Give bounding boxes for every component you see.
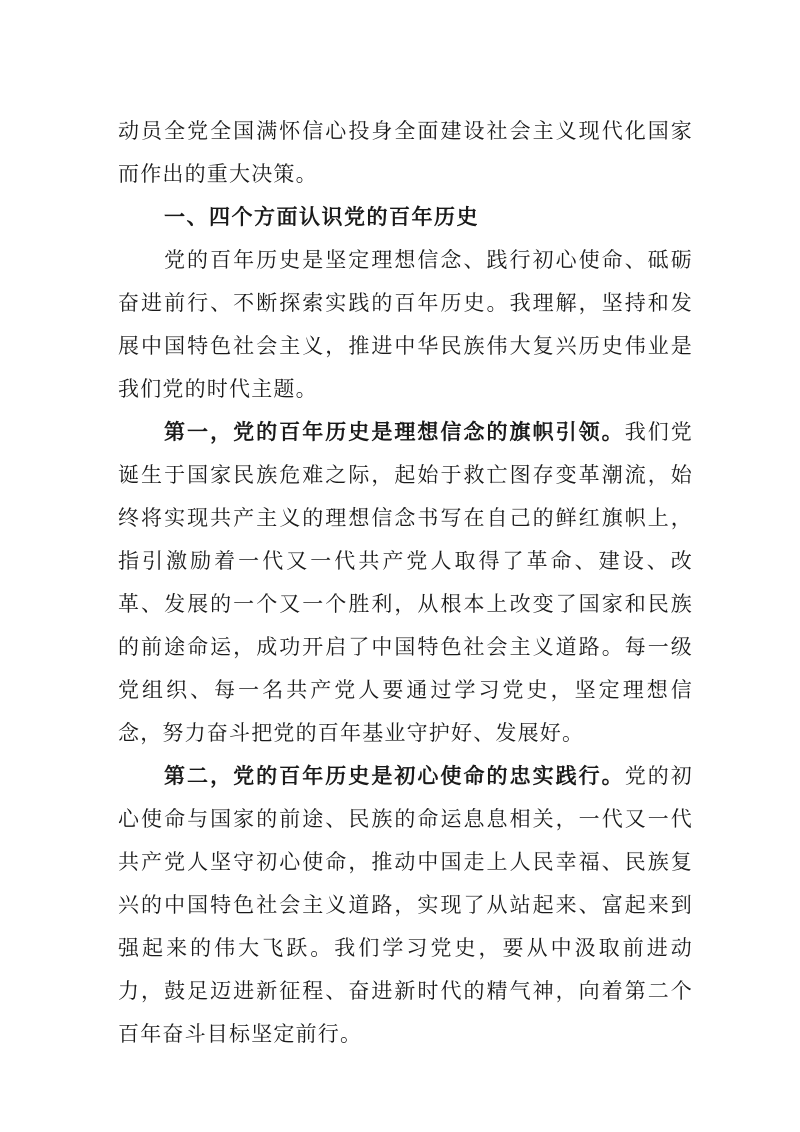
- overview-paragraph: 党的百年历史是坚定理想信念、践行初心使命、砥砺奋进前行、不断探索实践的百年历史。我理解，坚持和发展中国特色社会主义，推进中华民族伟大复兴历史伟业是我们党的时代主题。: [118, 248, 693, 401]
- document-body: [118, 110, 693, 1056]
- point-one-paragraph: [118, 411, 693, 755]
- point-two-lead: 第二，党的百年历史是初心使命的忠实践行。: [164, 764, 625, 788]
- section-heading: 一、四个方面认识党的百年历史: [164, 205, 479, 229]
- point-one-body: 我们党诞生于国家民族危难之际，起始于救亡图存变革潮流，始终将实现共产主义的理想信念书写在自己的鲜红旗帜上，指引激励着一代又一代共产党人取得了革命、建设、改革、发展的一个又一个胜利，从根本上改变了国家和民族的前途命运，成功开启了中国特色社会主义道路。每一级党组织、每一名共产党人要通过学习党史，坚定理想信念，努力奋斗把党的百年基业守护好、发展好。: [118, 420, 693, 745]
- point-one-lead: 第一，党的百年历史是理想信念的旗帜引领。: [164, 420, 625, 444]
- point-two-body: 党的初心使命与国家的前途、民族的命运息息相关，一代又一代共产党人坚守初心使命，推动中国走上人民幸福、民族复兴的中国特色社会主义道路，实现了从站起来、富起来到强起来的伟大飞跃。我们学习党史，要从中汲取前进动力，鼓足迈进新征程、奋进新时代的精气神，向着第二个百年奋斗目标坚定前行。: [118, 764, 693, 1046]
- point-two-paragraph: [118, 755, 693, 1056]
- intro-continuation-paragraph: 动员全党全国满怀信心投身全面建设社会主义现代化国家而作出的重大决策。: [118, 119, 693, 186]
